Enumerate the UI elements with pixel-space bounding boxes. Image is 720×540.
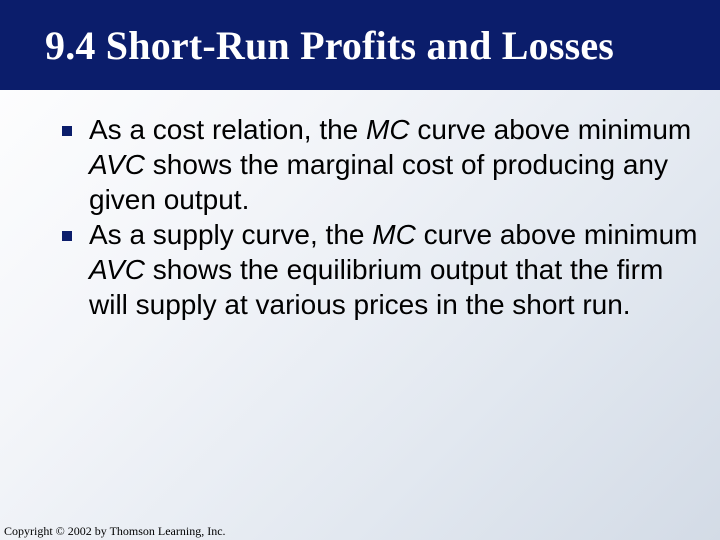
italic-term: MC bbox=[372, 219, 416, 250]
text-run: As a supply curve, the bbox=[89, 219, 373, 250]
italic-term: MC bbox=[366, 114, 410, 145]
bullet-item bbox=[62, 217, 702, 322]
bullet-list bbox=[62, 112, 702, 322]
italic-term: AVC bbox=[89, 254, 146, 285]
text-run: As a cost relation, the bbox=[89, 114, 367, 145]
bullet-item bbox=[62, 112, 702, 217]
bullet-text bbox=[89, 219, 697, 320]
text-run: curve above minimum bbox=[415, 219, 698, 250]
square-bullet-icon bbox=[62, 126, 72, 136]
square-bullet-icon bbox=[62, 231, 72, 241]
title-bar bbox=[0, 0, 720, 90]
text-run: shows the equilibrium output that the firm will supply at various prices in the short run. bbox=[89, 254, 664, 320]
slide-title: 9.4 Short-Run Profits and Losses bbox=[45, 23, 615, 68]
text-run: shows the marginal cost of producing any given output. bbox=[89, 149, 668, 215]
copyright-footer: Copyright © 2002 by Thomson Learning, Inc. bbox=[4, 524, 226, 538]
text-run: curve above minimum bbox=[409, 114, 692, 145]
italic-term: AVC bbox=[89, 149, 146, 180]
bullet-text bbox=[89, 114, 691, 215]
